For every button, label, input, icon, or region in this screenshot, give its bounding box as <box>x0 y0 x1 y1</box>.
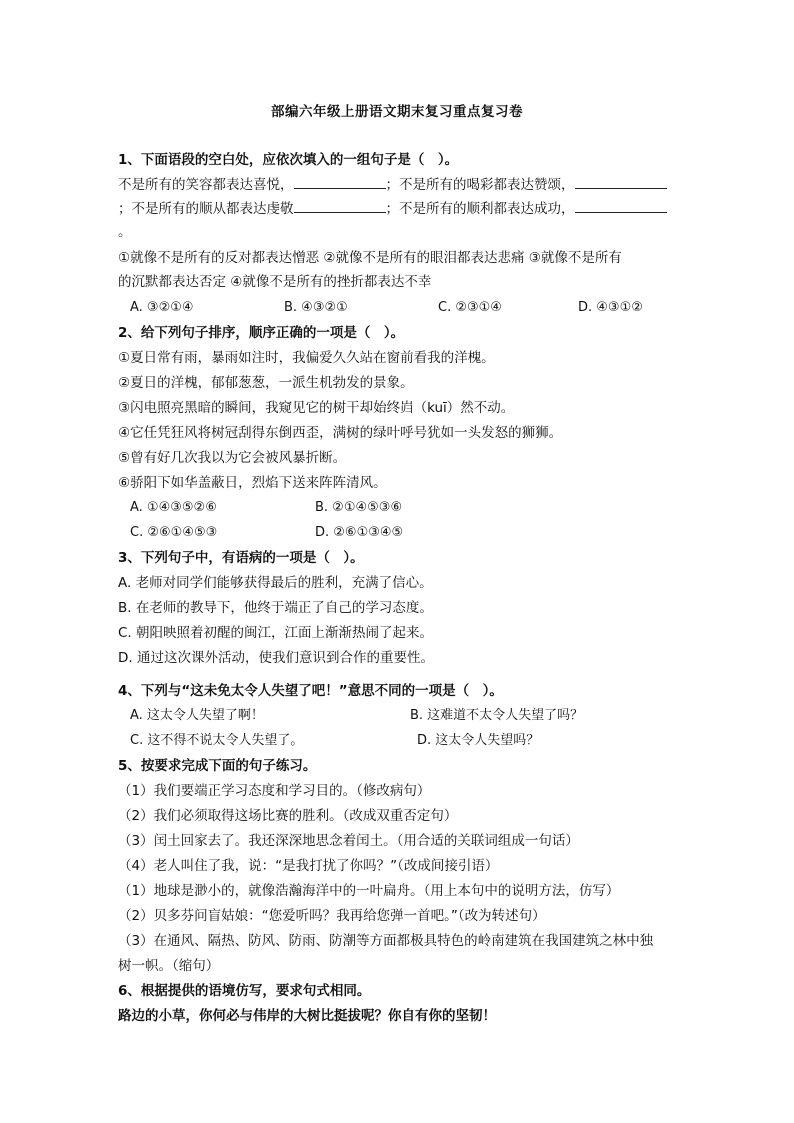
q1-line-1 <box>118 174 667 195</box>
q2-sentence-1: ①夏日常有雨，暴雨如注时，我偏爱久久站在窗前看我的洋槐。 <box>118 350 495 366</box>
q1-option-b[interactable]: B. ④③②① <box>284 300 348 315</box>
q2-option-c[interactable]: C. ②⑥①④⑤③ <box>130 525 218 540</box>
q1-line-3: 。 <box>118 224 132 240</box>
page-title: 部编六年级上册语文期末复习重点复习卷 <box>271 104 523 120</box>
q1-text-1a: 不是所有的笑容都表达喜悦， <box>118 177 294 193</box>
q6-example: 路边的小草，你何必与伟岸的大树比挺拔呢？你自有你的坚韧！ <box>118 1008 496 1024</box>
q1-text-1b: ；不是所有的喝彩都表达赞颂， <box>385 177 575 193</box>
q2-option-a[interactable]: A. ①④③⑤②⑥ <box>130 500 217 515</box>
q2-option-b[interactable]: B. ②①④⑤③⑥ <box>315 500 403 515</box>
q5-item: （2）贝多芬问盲姑娘：“您爱听吗？我再给您弹一首吧。”（改为转述句） <box>118 908 546 924</box>
q5-item: （3）在通风、隔热、防风、防雨、防潮等方面都极具特色的岭南建筑在我国建筑之林中独 <box>118 933 654 949</box>
fill-blank-2[interactable] <box>575 174 667 189</box>
q3-option-b[interactable]: B. 在老师的教导下，他终于端正了自己的学习态度。 <box>118 600 433 616</box>
q2-sentence-4: ④它任凭狂风将树冠刮得东倒西歪，满树的绿叶呼号犹如一头发怒的狮狮。 <box>118 425 563 441</box>
q2-sentence-3: ③闪电照亮黑暗的瞬间，我窥见它的树干却始终岿（kuī）然不动。 <box>118 400 515 416</box>
q2-stem: 2、给下列句子排序，顺序正确的一项是（ ）。 <box>118 325 405 341</box>
q4-option-a[interactable]: A. 这太令人失望了啊！ <box>130 708 264 723</box>
q4-option-b[interactable]: B. 这难道不太令人失望了吗？ <box>410 708 584 723</box>
q3-option-c[interactable]: C. 朝阳映照着初醒的闽江，江面上渐渐热闹了起来。 <box>118 625 434 641</box>
q2-sentence-6: ⑥骄阳下如华盖蔽日，烈焰下送来阵阵清风。 <box>118 475 387 491</box>
fill-blank-4[interactable] <box>575 198 667 213</box>
q5-item: （1）地球是渺小的，就像浩瀚海洋中的一叶扁舟。（用上本句中的说明方法，仿写） <box>118 883 620 899</box>
q5-item: （3）闰土回家去了。我还深深地思念着闰土。（用合适的关联词组成一句话） <box>118 833 579 849</box>
q1-option-c[interactable]: C. ②③①④ <box>438 300 502 315</box>
q1-text-2b: ；不是所有的顺利都表达成功， <box>385 201 575 217</box>
q2-sentence-5: ⑤曾有好几次我以为它会被风暴折断。 <box>118 450 347 466</box>
q1-option-a[interactable]: A. ③②①④ <box>130 300 194 315</box>
q5-item: （4）老人叫住了我，说：“是我打扰了你吗？”（改成间接引语） <box>118 858 499 874</box>
q1-sentences-1: ①就像不是所有的反对都表达憎恶 ②就像不是所有的眼泪都表达悲痛 ③就像不是所有 <box>118 250 622 266</box>
q6-stem: 6、根据提供的语境仿写，要求句式相同。 <box>118 983 371 999</box>
q3-stem: 3、下列句子中，有语病的一项是（ ）。 <box>118 550 364 566</box>
q1-line-2 <box>118 198 667 219</box>
q1-option-d[interactable]: D. ④③①② <box>578 300 643 315</box>
q4-option-c[interactable]: C. 这不得不说太令人失望了。 <box>130 733 304 748</box>
q3-option-a[interactable]: A. 老师对同学们能够获得最后的胜利，充满了信心。 <box>118 575 433 591</box>
q5-item: （2）我们必须取得这场比赛的胜利。（改成双重否定句） <box>118 808 458 824</box>
q1-stem: 1、下面语段的空白处，应依次填入的一组句子是（ ）。 <box>118 152 459 168</box>
q2-sentence-2: ②夏日的洋槐，郁郁葱葱，一派生机勃发的景象。 <box>118 375 414 391</box>
q5-stem: 5、按要求完成下面的句子练习。 <box>118 758 317 774</box>
q5-item: 树一帜。（缩句） <box>118 958 220 974</box>
q4-stem: 4、下列与“这未免太令人失望了吧！”意思不同的一项是（ ）。 <box>118 683 503 699</box>
q5-item: （1）我们要端正学习态度和学习目的。（修改病句） <box>118 783 431 799</box>
q3-option-d[interactable]: D. 通过这次课外活动，使我们意识到合作的重要性。 <box>118 650 434 666</box>
q4-option-d[interactable]: D. 这太令人失望吗？ <box>417 733 540 748</box>
fill-blank-3[interactable] <box>294 198 386 213</box>
fill-blank-1[interactable] <box>294 174 386 189</box>
q1-sentences-2: 的沉默都表达否定 ④就像不是所有的挫折都表达不幸 <box>118 274 432 290</box>
q1-text-2a: ；不是所有的顺从都表达虔敬 <box>118 201 294 217</box>
q2-option-d[interactable]: D. ②⑥①③④⑤ <box>315 525 404 540</box>
